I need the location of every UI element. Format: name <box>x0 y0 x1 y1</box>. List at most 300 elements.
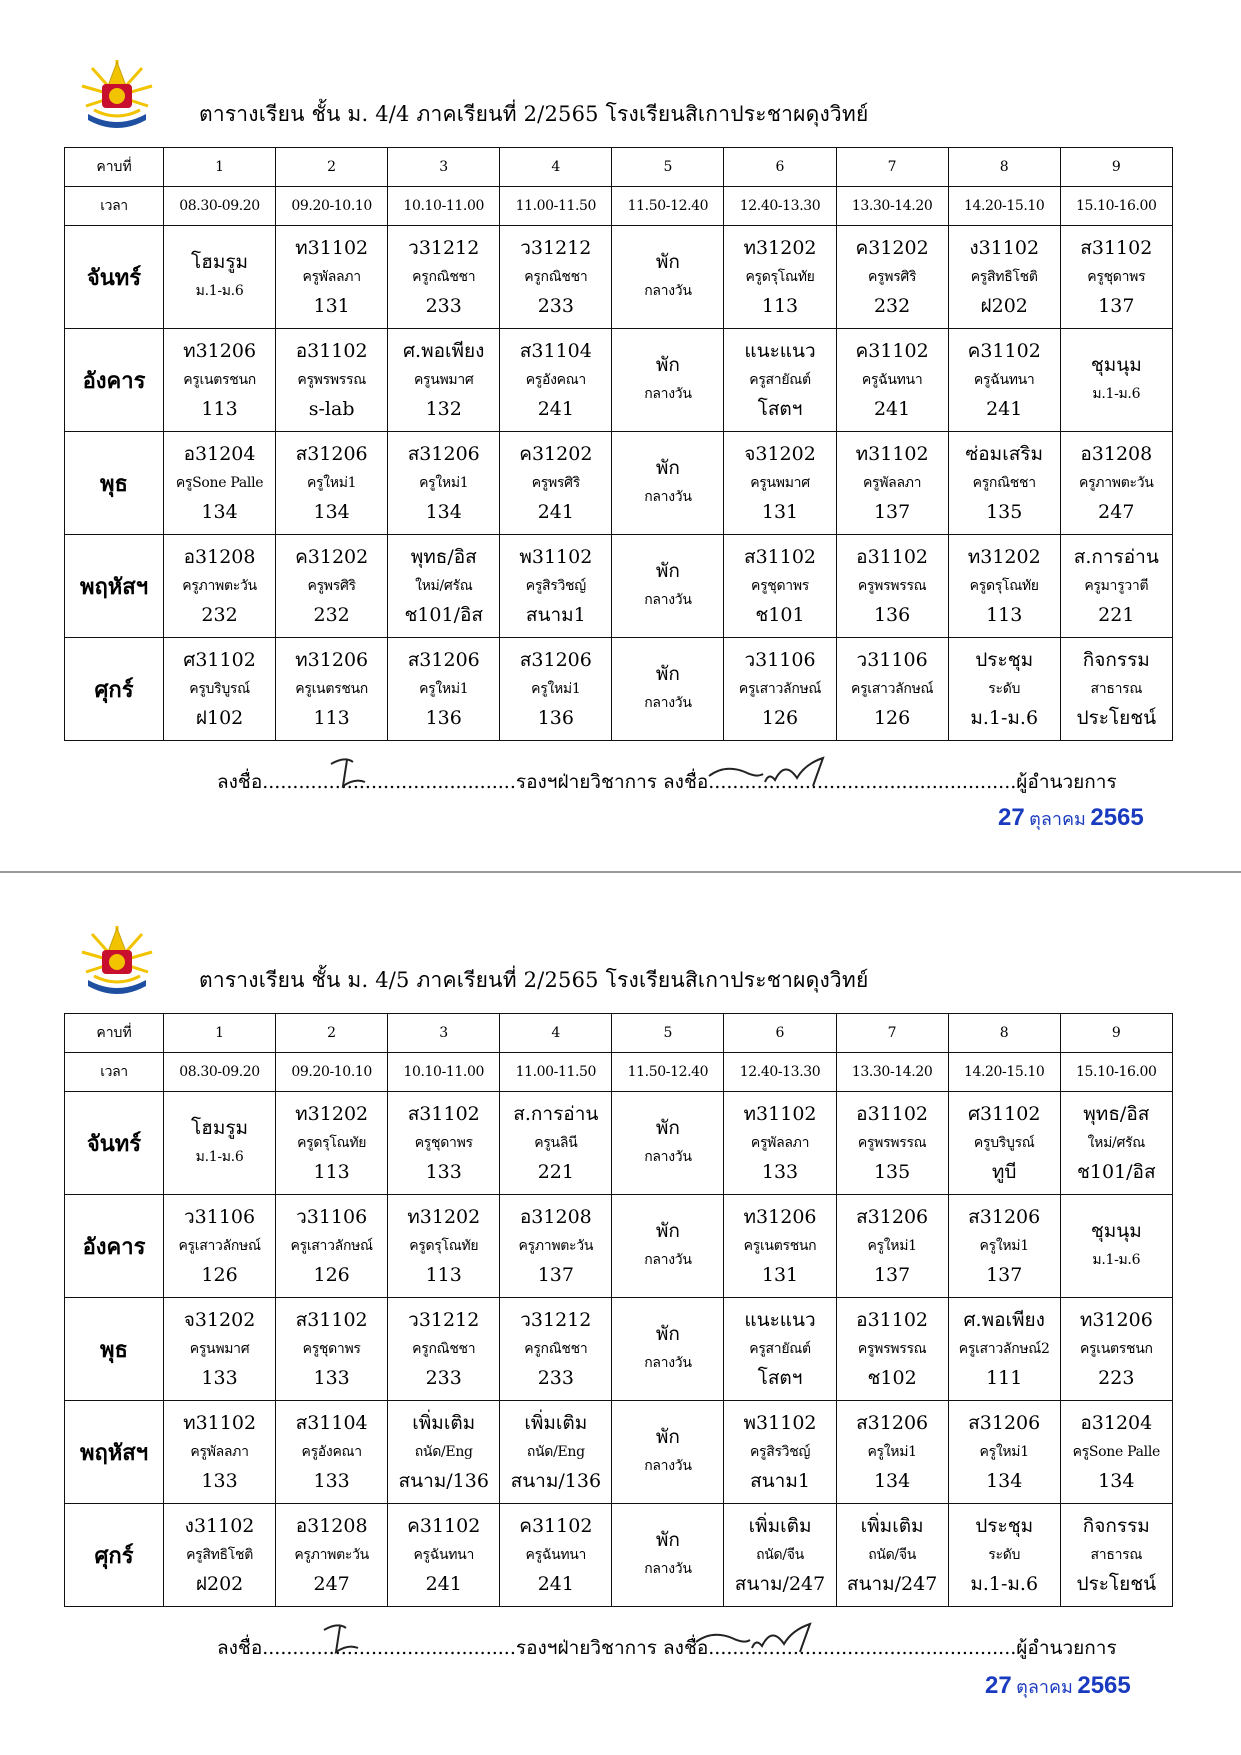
schedule-cell <box>500 432 612 535</box>
cell-room: ช102 <box>867 1367 917 1389</box>
schedule-cell <box>388 1298 500 1401</box>
cell-subject: แนะแนว <box>744 1309 816 1331</box>
schedule-cell <box>164 329 276 432</box>
cell-teacher: ครูพรพรรณ <box>857 578 927 594</box>
time-label: เวลา <box>65 1053 164 1092</box>
time-slot: 12.40-13.30 <box>724 187 836 226</box>
cell-room: 134 <box>313 501 350 523</box>
schedule-cell <box>948 1298 1060 1401</box>
cell-room: โสตฯ <box>757 1367 803 1389</box>
cell-teacher: ครูใหม่1 <box>979 1238 1029 1254</box>
cell-teacher: ครูSone Palle <box>175 475 264 491</box>
cell-subject: เพิ่มเติม <box>860 1515 924 1537</box>
cell-subject: ว31106 <box>856 649 928 671</box>
cell-room: 241 <box>986 398 1023 420</box>
cell-room: 134 <box>201 501 238 523</box>
cell-subject: โฮมรูม <box>191 1117 249 1139</box>
cell-teacher: ครูฉันทนา <box>525 1547 587 1563</box>
cell-subject: ส31206 <box>856 1412 929 1434</box>
cell-subject: ส31206 <box>968 1412 1041 1434</box>
cell-teacher: ครูฉันทนา <box>861 372 923 388</box>
cell-subject: ท31102 <box>743 1103 817 1125</box>
cell-subject: ส.การอ่าน <box>1073 546 1159 568</box>
schedule-cell <box>948 432 1060 535</box>
day-name: อังคาร <box>65 329 164 432</box>
cell-teacher: กลางวัน <box>644 1252 692 1268</box>
schedule-cell <box>500 1401 612 1504</box>
schedule-cell <box>1060 535 1172 638</box>
schedule-cell <box>836 329 948 432</box>
cell-subject: พุทธ/อิส <box>1083 1103 1150 1125</box>
schedule-cell <box>724 329 836 432</box>
day-row <box>65 638 1173 741</box>
schedule-cell <box>836 1298 948 1401</box>
cell-subject: อ31204 <box>1080 1412 1153 1434</box>
cell-teacher: ครูชุดาพร <box>751 578 810 594</box>
cell-teacher: ครูเนตรชนก <box>1079 1341 1153 1357</box>
schedule-cell <box>948 1092 1060 1195</box>
cell-subject: ท31202 <box>295 1103 369 1125</box>
cell-teacher: ครูใหม่1 <box>867 1444 917 1460</box>
cell-subject: ง31102 <box>184 1515 255 1537</box>
cell-teacher: ครูภาพตะวัน <box>294 1547 369 1563</box>
school-logo-icon <box>78 922 156 1000</box>
schedule-cell <box>388 1195 500 1298</box>
schedule-cell <box>276 432 388 535</box>
cell-subject: ท31102 <box>183 1412 257 1434</box>
cell-teacher: ครูภาพตะวัน <box>518 1238 594 1254</box>
period-number: 3 <box>388 148 500 187</box>
cell-room: ช101 <box>755 604 805 626</box>
cell-teacher: ครูพัลลภา <box>862 475 922 491</box>
cell-room: 232 <box>313 604 350 626</box>
cell-subject: ว31212 <box>408 237 480 259</box>
cell-teacher: ครูกณิชชา <box>524 269 588 285</box>
schedule-cell <box>948 1195 1060 1298</box>
cell-room: ทูบี <box>991 1161 1017 1183</box>
cell-subject: พัก <box>655 663 680 685</box>
cell-subject: ชุมนุม <box>1090 354 1142 376</box>
cell-subject: ว31212 <box>520 1309 592 1331</box>
cell-subject: อ31102 <box>295 340 368 362</box>
schedule-title: ตารางเรียน ชั้น ม. 4/5 ภาคเรียนที่ 2/2565 โรงเรียนสิเกาประชาผดุงวิทย์ <box>199 968 869 992</box>
schedule-cell <box>388 329 500 432</box>
schedule-cell <box>836 1401 948 1504</box>
cell-subject: ส31104 <box>519 340 592 362</box>
schedule-cell <box>164 1195 276 1298</box>
cell-room: 133 <box>425 1161 462 1183</box>
cell-room: 133 <box>761 1161 799 1183</box>
date-month: ตุลาคม <box>1016 1677 1073 1697</box>
schedule-cell <box>388 1092 500 1195</box>
time-slot: 11.50-12.40 <box>612 1053 724 1092</box>
cell-teacher: ครูSone Palle <box>1072 1444 1161 1460</box>
schedule-cell <box>948 1504 1060 1607</box>
schedule-cell <box>1060 329 1172 432</box>
schedule-cell <box>724 638 836 741</box>
cell-subject: ค31102 <box>967 340 1041 362</box>
cell-teacher: ใหม่/ศรัณ <box>415 578 473 594</box>
time-slot: 15.10-16.00 <box>1060 187 1172 226</box>
schedule-cell <box>164 226 276 329</box>
schedule-cell <box>276 535 388 638</box>
time-slot: 13.30-14.20 <box>836 1053 948 1092</box>
cell-room: 113 <box>986 604 1023 626</box>
cell-teacher: ครูใหม่1 <box>531 681 581 697</box>
cell-teacher: ครูใหม่1 <box>979 1444 1029 1460</box>
schedule-cell <box>388 535 500 638</box>
schedule-cell <box>500 226 612 329</box>
cell-teacher: ครูอังคณา <box>301 1444 362 1460</box>
cell-teacher: ครูเนตรชนก <box>743 1238 817 1254</box>
period-number: 7 <box>836 148 948 187</box>
cell-room: 137 <box>873 501 911 523</box>
cell-subject: พัก <box>655 560 680 582</box>
date-year: 2565 <box>1077 1672 1131 1699</box>
cell-room: 135 <box>986 501 1023 523</box>
period-number: 1 <box>164 148 276 187</box>
day-name: ศุกร์ <box>65 1504 164 1607</box>
cell-room: สนาม1 <box>525 604 586 626</box>
cell-teacher: ระดับ <box>988 1547 1021 1563</box>
cell-subject: ว31106 <box>296 1206 368 1228</box>
cell-room: 136 <box>537 707 574 729</box>
cell-teacher: ครูดรุโณทัย <box>409 1238 479 1254</box>
schedule-cell <box>612 226 724 329</box>
schedule-cell <box>724 1504 836 1607</box>
time-slot: 10.10-11.00 <box>388 187 500 226</box>
day-name: จันทร์ <box>65 1092 164 1195</box>
cell-teacher: ครูพรศิริ <box>531 475 580 491</box>
cell-teacher: กลางวัน <box>644 592 692 608</box>
cell-subject: ศ.พอเพียง <box>963 1309 1045 1331</box>
cell-room: 241 <box>873 398 911 420</box>
cell-room: 241 <box>425 1573 462 1595</box>
cell-teacher: ครูใหม่1 <box>419 475 469 491</box>
cell-room: s-lab <box>308 398 355 420</box>
schedule-cell <box>1060 226 1172 329</box>
schedule-cell <box>724 432 836 535</box>
schedule-cell <box>612 1401 724 1504</box>
cell-room: 233 <box>425 295 462 317</box>
period-number: 5 <box>612 148 724 187</box>
cell-subject: พ31102 <box>519 546 593 568</box>
schedule-cell <box>836 432 948 535</box>
cell-teacher: ครูใหม่1 <box>419 681 469 697</box>
cell-room: 137 <box>1098 295 1135 317</box>
schedule-cell <box>948 226 1060 329</box>
cell-room: 137 <box>537 1264 574 1286</box>
cell-teacher: ครูอังคณา <box>525 372 586 388</box>
cell-room: 241 <box>537 398 574 420</box>
schedule-cell <box>1060 1195 1172 1298</box>
cell-subject: ท31102 <box>295 237 369 259</box>
cell-subject: อ31208 <box>1080 443 1153 465</box>
cell-teacher: ครูพรพรรณ <box>857 1341 927 1357</box>
cell-room: 232 <box>201 604 238 626</box>
cell-room: 134 <box>986 1470 1023 1492</box>
time-label: เวลา <box>65 187 164 226</box>
time-slot: 09.20-10.10 <box>276 187 388 226</box>
cell-teacher: ครูนพมาศ <box>189 1341 250 1357</box>
period-header-row <box>65 148 1173 187</box>
cell-room: 221 <box>1098 604 1135 626</box>
cell-subject: ส31102 <box>743 546 817 568</box>
schedule-cell <box>612 1195 724 1298</box>
cell-teacher: ครูสายัณต์ <box>749 1341 811 1357</box>
school-logo-icon <box>78 56 156 134</box>
cell-room: 113 <box>313 1161 350 1183</box>
schedule-cell <box>836 1504 948 1607</box>
time-slot: 15.10-16.00 <box>1060 1053 1172 1092</box>
cell-room: 126 <box>313 1264 350 1286</box>
cell-subject: ส31104 <box>295 1412 368 1434</box>
cell-teacher: ครูกณิชชา <box>412 1341 476 1357</box>
cell-room: 126 <box>201 1264 238 1286</box>
cell-room: 223 <box>1098 1367 1135 1389</box>
schedule-cell <box>724 1298 836 1401</box>
cell-teacher: ครูกณิชชา <box>972 475 1036 491</box>
cell-teacher: ครูสิรวิชญ์ <box>525 578 586 594</box>
date-month: ตุลาคม <box>1029 809 1086 829</box>
schedule-cell <box>836 226 948 329</box>
date-day: 27 <box>998 804 1025 831</box>
cell-subject: ว31212 <box>408 1309 480 1331</box>
period-number: 9 <box>1060 1014 1172 1053</box>
cell-subject: ค31202 <box>519 443 593 465</box>
period-number: 6 <box>724 1014 836 1053</box>
cell-subject: ท31102 <box>855 443 929 465</box>
cell-teacher: ครูนพมาศ <box>750 475 810 491</box>
cell-teacher: ถนัด/จีน <box>868 1547 917 1563</box>
cell-subject: พัก <box>655 1220 680 1242</box>
cell-room: 113 <box>201 398 238 420</box>
signature-line: ลงชื่อ..........................................รองฯฝ่ายวิชาการ ลงชื่อ...................................................ผู้อำนวยการ <box>217 771 1117 793</box>
cell-subject: ศ31102 <box>183 649 256 671</box>
schedule-cell <box>164 432 276 535</box>
cell-room: 137 <box>873 1264 911 1286</box>
cell-teacher: ครูบริบูรณ์ <box>973 1135 1035 1151</box>
schedule-cell <box>948 638 1060 741</box>
schedule-cell <box>836 535 948 638</box>
cell-teacher: ครูเสาวลักษณ์ <box>290 1238 373 1254</box>
cell-teacher: ครูเนตรชนก <box>183 372 256 388</box>
schedule-cell <box>276 1195 388 1298</box>
director-signature <box>692 1620 832 1656</box>
cell-teacher: กลางวัน <box>644 386 692 402</box>
schedule-cell <box>500 1298 612 1401</box>
cell-teacher: ครูดรุโณทัย <box>745 269 815 285</box>
cell-room: ช101/อิส <box>404 604 484 626</box>
day-name: พุธ <box>65 1298 164 1401</box>
cell-room: 241 <box>537 1573 574 1595</box>
cell-subject: ประชุม <box>975 1515 1034 1537</box>
schedule-cell <box>836 638 948 741</box>
schedule-cell <box>612 1504 724 1607</box>
cell-teacher: ครูกณิชชา <box>412 269 476 285</box>
schedule-cell <box>724 1092 836 1195</box>
cell-teacher: ครูใหม่1 <box>867 1238 917 1254</box>
cell-teacher: ม.1-ม.6 <box>1092 1252 1141 1268</box>
schedule-cell <box>164 1298 276 1401</box>
cell-teacher: ถนัด/จีน <box>756 1547 804 1563</box>
schedule-cell <box>836 1092 948 1195</box>
day-row <box>65 329 1173 432</box>
period-number: 4 <box>500 1014 612 1053</box>
time-slot: 09.20-10.10 <box>276 1053 388 1092</box>
day-row <box>65 1401 1173 1504</box>
cell-teacher: ถนัด/Eng <box>414 1444 473 1460</box>
period-number: 8 <box>948 1014 1060 1053</box>
time-row <box>65 1053 1173 1092</box>
cell-room: 126 <box>873 707 911 729</box>
cell-teacher: ครูสายัณต์ <box>749 372 811 388</box>
cell-subject: อ31102 <box>856 546 929 568</box>
schedule-cell <box>276 226 388 329</box>
schedule-cell <box>388 638 500 741</box>
period-number: 2 <box>276 1014 388 1053</box>
cell-subject: ท31206 <box>1079 1309 1153 1331</box>
schedule-cell <box>836 1195 948 1298</box>
cell-room: ประโยชน์ <box>1076 1573 1157 1595</box>
cell-subject: ส31206 <box>519 649 592 671</box>
cell-teacher: ครูเสาวลักษณ์ <box>178 1238 261 1254</box>
cell-room: 135 <box>873 1161 911 1183</box>
cell-subject: พัก <box>655 251 680 273</box>
cell-teacher: ม.1-ม.6 <box>1092 386 1141 402</box>
timetable <box>64 147 1173 741</box>
cell-room: ฝ202 <box>980 295 1028 317</box>
cell-subject: พัก <box>655 354 680 376</box>
cell-room: โสตฯ <box>757 398 803 420</box>
cell-room: 136 <box>873 604 911 626</box>
cell-teacher: ม.1-ม.6 <box>195 1149 244 1165</box>
cell-subject: ว31212 <box>520 237 592 259</box>
cell-subject: อ31102 <box>856 1309 929 1331</box>
cell-subject: เพิ่มเติม <box>412 1412 476 1434</box>
schedule-cell <box>1060 432 1172 535</box>
cell-room: 134 <box>873 1470 911 1492</box>
schedule-cell <box>612 1092 724 1195</box>
cell-subject: ประชุม <box>975 649 1034 671</box>
cell-room: 133 <box>201 1470 238 1492</box>
cell-subject: ค31202 <box>295 546 369 568</box>
timetable <box>64 1013 1173 1607</box>
cell-subject: พ31102 <box>743 1412 817 1434</box>
cell-subject: ส31206 <box>856 1206 929 1228</box>
schedule-cell <box>276 329 388 432</box>
time-slot: 08.30-09.20 <box>164 1053 276 1092</box>
schedule-cell <box>1060 1298 1172 1401</box>
schedule-cell <box>612 329 724 432</box>
period-number: 7 <box>836 1014 948 1053</box>
cell-subject: ค31102 <box>855 340 929 362</box>
cell-teacher: สาธารณ <box>1090 1547 1143 1563</box>
cell-room: 233 <box>537 295 574 317</box>
date-year: 2565 <box>1090 804 1144 831</box>
cell-subject: พัก <box>655 1426 680 1448</box>
cell-subject: พัก <box>655 1323 680 1345</box>
cell-subject: ค31202 <box>855 237 929 259</box>
cell-room: 113 <box>313 707 350 729</box>
period-number: 8 <box>948 148 1060 187</box>
schedule-cell <box>164 1092 276 1195</box>
day-rows <box>65 226 1173 741</box>
schedule-cell <box>500 535 612 638</box>
cell-room: ม.1-ม.6 <box>970 1573 1039 1595</box>
cell-subject: ส31102 <box>295 1309 368 1331</box>
schedule-cell <box>500 638 612 741</box>
date-day: 27 <box>985 1672 1012 1699</box>
cell-subject: อ31208 <box>295 1515 368 1537</box>
cell-subject: กิจกรรม <box>1082 1515 1150 1537</box>
schedule-cell <box>388 1504 500 1607</box>
cell-room: 134 <box>425 501 462 523</box>
cell-teacher: ครูเนตรชนก <box>295 681 368 697</box>
signature-line: ลงชื่อ..........................................รองฯฝ่ายวิชาการ ลงชื่อ...................................................ผู้อำนวยการ <box>217 1637 1117 1659</box>
day-name: พุธ <box>65 432 164 535</box>
time-slot: 13.30-14.20 <box>836 187 948 226</box>
schedule-cell <box>500 1195 612 1298</box>
cell-teacher: ครูดรุโณทัย <box>297 1135 367 1151</box>
cell-teacher: ใหม่/ศรัณ <box>1087 1135 1145 1151</box>
cell-teacher: ครูฉันทนา <box>973 372 1035 388</box>
schedule-cell <box>948 1401 1060 1504</box>
cell-room: สนาม/247 <box>734 1573 826 1595</box>
schedule-cell <box>612 638 724 741</box>
cell-room: สนาม/247 <box>846 1573 938 1595</box>
cell-subject: ส31102 <box>407 1103 480 1125</box>
schedule-cell <box>1060 1092 1172 1195</box>
cell-room: ม.1-ม.6 <box>970 707 1039 729</box>
schedule-cell <box>724 1401 836 1504</box>
cell-teacher: ครูภาพตะวัน <box>1079 475 1154 491</box>
cell-subject: ง31102 <box>969 237 1040 259</box>
cell-teacher: ถนัด/Eng <box>526 1444 585 1460</box>
cell-teacher: ครูสิทธิโชติ <box>186 1547 253 1563</box>
cell-teacher: ม.1-ม.6 <box>195 283 244 299</box>
schedule-cell <box>500 1504 612 1607</box>
cell-room: 131 <box>761 1264 799 1286</box>
cell-teacher: กลางวัน <box>644 1355 692 1371</box>
period-number: 4 <box>500 148 612 187</box>
cell-teacher: กลางวัน <box>644 489 692 505</box>
cell-teacher: ครูนลินี <box>534 1135 578 1151</box>
cell-teacher: ครูกณิชชา <box>524 1341 588 1357</box>
cell-room: 131 <box>761 501 799 523</box>
cell-subject: เพิ่มเติม <box>524 1412 588 1434</box>
time-slot: 14.20-15.10 <box>948 1053 1060 1092</box>
cell-teacher: ครูภาพตะวัน <box>182 578 257 594</box>
cell-subject: อ31208 <box>519 1206 592 1228</box>
time-slot: 14.20-15.10 <box>948 187 1060 226</box>
cell-subject: เพิ่มเติม <box>748 1515 812 1537</box>
day-row <box>65 432 1173 535</box>
period-number: 1 <box>164 1014 276 1053</box>
cell-teacher: ครูพรพรรณ <box>297 372 366 388</box>
period-label: คาบที่ <box>65 148 164 187</box>
cell-room: 233 <box>425 1367 462 1389</box>
schedule-cell <box>724 226 836 329</box>
cell-subject: ท31202 <box>407 1206 481 1228</box>
cell-subject: ชุมนุม <box>1090 1220 1142 1242</box>
schedule-cell <box>948 535 1060 638</box>
day-row <box>65 226 1173 329</box>
cell-subject: กิจกรรม <box>1082 649 1150 671</box>
cell-teacher: ครูนพมาศ <box>413 372 474 388</box>
cell-teacher: ครูมารูวาตี <box>1084 578 1149 594</box>
time-slot: 11.00-11.50 <box>500 1053 612 1092</box>
